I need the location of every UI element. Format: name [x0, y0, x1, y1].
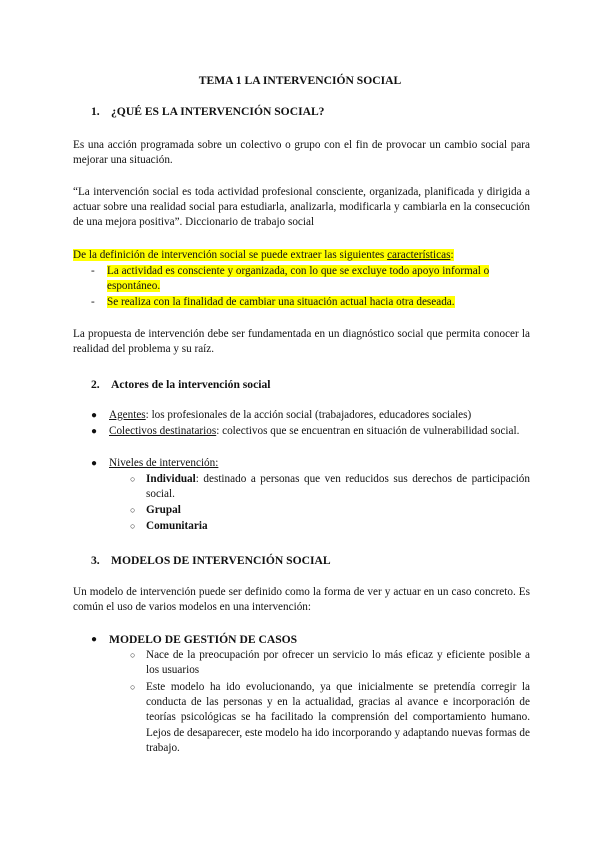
dash-item-text: Se realiza con la finalidad de cambiar una situación actual hacia otra deseada. — [107, 296, 455, 308]
bullet-term: Colectivos destinatarios — [109, 425, 217, 437]
sub-item-grupal — [130, 503, 530, 518]
section-title: ¿QUÉ ES LA INTERVENCIÓN SOCIAL? — [111, 105, 325, 118]
bullet-item-gestion-casos — [91, 632, 531, 647]
section-2-heading — [91, 377, 271, 392]
circle-marker: ○ — [130, 650, 136, 660]
sub-term: Individual — [146, 473, 196, 485]
bullet-marker: ● — [91, 458, 98, 469]
section-title: MODELOS DE INTERVENCIÓN SOCIAL — [111, 554, 331, 567]
sub-term: Comunitaria — [146, 520, 208, 532]
bullet-marker: ● — [91, 634, 98, 645]
sub-item-origen — [130, 648, 530, 678]
section-number: 1. — [91, 105, 100, 118]
bullet-term: Agentes — [109, 409, 146, 421]
bullet-item-colectivos — [91, 424, 531, 439]
dash-item-text: La actividad es consciente y organizada, con lo que se excluye todo apoyo informal o espontáneo. — [107, 265, 490, 293]
dash-marker: - — [91, 265, 95, 277]
paragraph-definition: Es una acción programada sobre un colectivo o grupo con el fin de provocar un cambio social para mejorar una situación. — [73, 139, 530, 167]
dash-list-item — [91, 295, 531, 310]
characteristics-term: características — [387, 249, 451, 261]
paragraph-characteristics-intro — [73, 248, 530, 263]
circle-marker: ○ — [130, 521, 136, 531]
model-heading: MODELO DE GESTIÓN DE CASOS — [109, 633, 298, 646]
paragraph-diagnosis: La propuesta de intervención debe ser fundamentada en un diagnóstico social que permita conocer la realidad del problema y su raíz. — [73, 328, 530, 356]
sub-item-individual — [130, 472, 530, 502]
section-title: Actores de la intervención social — [111, 378, 271, 391]
circle-marker: ○ — [130, 474, 136, 484]
bullet-marker: ● — [91, 410, 98, 421]
sub-text: Este modelo ha ido evolucionando, ya que inicialmente se pretendía corregir la conducta de las personas y en la actualidad, gracias al avance e incorporación de teorías psicológicas se ha facilitado la comprensión del comportamiento humano. Lejos de desaparecer, este modelo ha ido incorporando y adaptando nuevas formas de trabajo. — [146, 681, 530, 754]
bullet-item-agentes — [91, 408, 531, 423]
document-title: TEMA 1 LA INTERVENCIÓN SOCIAL — [198, 74, 402, 87]
paragraph-quote: “La intervención social es toda actividad profesional consciente, organizada, planificada y dirigida a actuar sobre una realidad social para estudiarla, analizarla, modificarla y cambiarla en la consecución de una mejora positiva”. Diccionario de trabajo social — [73, 186, 530, 229]
bullet-marker: ● — [91, 426, 98, 437]
bullet-text: : colectivos que se encuentran en situación de vulnerabilidad social. — [216, 425, 520, 437]
bullet-item-niveles — [91, 456, 531, 471]
circle-marker: ○ — [130, 505, 136, 515]
circle-marker: ○ — [130, 682, 136, 692]
section-number: 3. — [91, 554, 100, 567]
sub-item-evolucion — [130, 680, 530, 756]
sub-item-comunitaria — [130, 519, 530, 534]
sub-term: Grupal — [146, 504, 181, 516]
section-1-heading — [91, 104, 324, 119]
sub-text: Nace de la preocupación por ofrecer un servicio lo más eficaz y eficiente posible a los usuarios — [146, 649, 530, 677]
bullet-text: : los profesionales de la acción social (trabajadores, educadores sociales) — [145, 409, 472, 421]
dash-marker: - — [91, 296, 95, 308]
bullet-term: Niveles de intervención: — [109, 457, 219, 469]
intro-text: De la definición de intervención social se puede extraer las siguientes — [73, 249, 388, 261]
highlighted-text — [73, 249, 454, 261]
section-3-heading — [91, 553, 331, 568]
paragraph-models-intro: Un modelo de intervención puede ser definido como la forma de ver y actuar en un caso concreto. Es común el uso de varios modelos en una intervención: — [73, 586, 530, 614]
dash-list-item — [91, 264, 531, 294]
intro-colon: : — [450, 249, 454, 261]
sub-text: : destinado a personas que ven reducidos sus derechos de participación social. — [146, 473, 530, 501]
section-number: 2. — [91, 378, 100, 391]
